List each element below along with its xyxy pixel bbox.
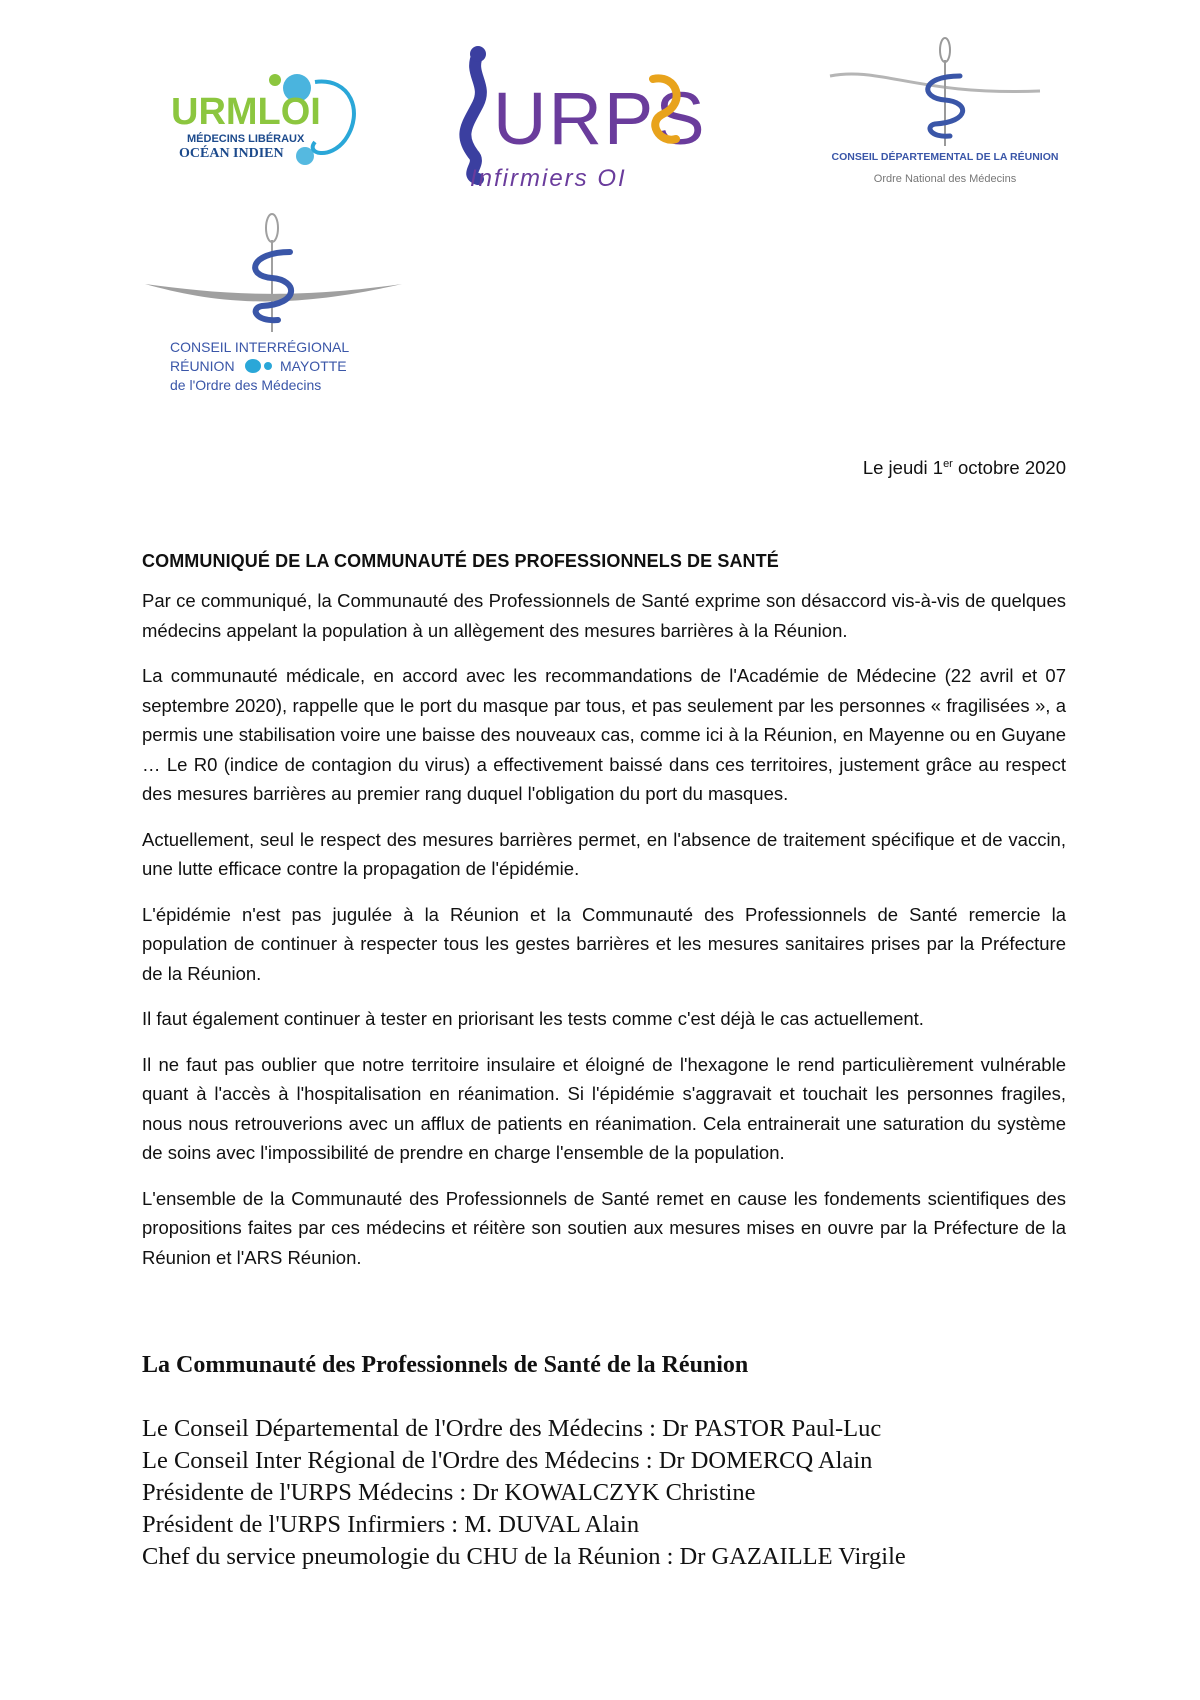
conseil-interregional-line1: CONSEIL INTERRÉGIONAL bbox=[170, 339, 350, 355]
conseil-departemental-logo bbox=[820, 36, 1070, 196]
reunion-island-icon bbox=[245, 359, 261, 373]
paragraph: Il ne faut pas oublier que notre territoire insulaire et éloigné de l'hexagone le rend particulièrement vulnérable quant à l'accès à l'hospitalisation en réanimation. Si l'épidémie s'aggravait et touchait les personnes fragiles, nous nous retrouverions avec un afflux de patients en réanimation. Cela entrainerait une saturation du système de soins avec l'impossibilité de prendre en charge l'ensemble de la population. bbox=[142, 1053, 1066, 1163]
conseil-interregional-line3: de l'Ordre des Médecins bbox=[170, 377, 322, 393]
signatory-line: Président de l'URPS Infirmiers : M. DUVAL Alain bbox=[142, 1511, 640, 1538]
mayotte-island-icon bbox=[264, 362, 272, 370]
signature-title: La Communauté des Professionnels de Santé de la Réunion bbox=[142, 1352, 749, 1378]
signatory-line: Le Conseil Inter Régional de l'Ordre des Médecins : Dr DOMERCQ Alain bbox=[142, 1447, 873, 1474]
urml-logo-line1: MÉDECINS LIBÉRAUX bbox=[187, 133, 305, 145]
paragraph: La communauté médicale, en accord avec les recommandations de l'Académie de Médecine (22 avril et 07 septembre 2020), rappelle que le port du masque par tous, et pas seulement par les personnes « fragilisées », a permis une stabilisation voire une baisse des nouveaux cas, comme ici à la Réunion, en Mayenne ou en Guyane … Le R0 (indice de contagion du virus) a effectivement baissé dans ces territoires, justement grâce au respect des mesures barrières au premier rang duquel l'obligation du port du masques. bbox=[142, 665, 1066, 804]
date-suffix: octobre 2020 bbox=[952, 457, 1066, 478]
urml-logo-line2: OCÉAN INDIEN bbox=[179, 146, 284, 161]
signatories-list bbox=[142, 1413, 906, 1573]
signatory-line: Chef du service pneumologie du CHU de la Réunion : Dr GAZAILLE Virgile bbox=[142, 1543, 906, 1570]
conseil-interregional-mayotte: MAYOTTE bbox=[280, 358, 347, 374]
date-superscript: er bbox=[943, 457, 953, 470]
paragraph: Il faut également continuer à tester en priorisant les tests comme c'est déjà le cas actuellement. bbox=[142, 1008, 924, 1029]
signatory-line: Présidente de l'URPS Médecins : Dr KOWALCZYK Christine bbox=[142, 1479, 756, 1506]
communique-body bbox=[142, 551, 1066, 1288]
conseil-departemental-line1: CONSEIL DÉPARTEMENTAL DE LA RÉUNION bbox=[831, 151, 1059, 163]
urps-logo-subtitle: Infirmiers OI bbox=[470, 165, 627, 192]
urml-logo-text: URMLOI bbox=[171, 91, 321, 133]
communique-heading: COMMUNIQUÉ DE LA COMMUNAUTÉ DES PROFESSIONNELS DE SANTÉ bbox=[142, 551, 779, 571]
conseil-interregional-logo bbox=[140, 212, 410, 402]
date-prefix: Le jeudi 1 bbox=[862, 457, 944, 478]
urps-logo-text: URPS bbox=[493, 77, 707, 160]
document-date bbox=[700, 457, 1066, 479]
paragraph: Par ce communiqué, la Communauté des Professionnels de Santé exprime son désaccord vis-à-vis de quelques médecins appelant la population à un allègement des mesures barrières à la Réunion. bbox=[142, 590, 1066, 641]
paragraph: L'ensemble de la Communauté des Professionnels de Santé remet en cause les fondements scientifiques des propositions faites par ces médecins et réitère son soutien aux mesures mises en ouvre par la Préfecture de la Réunion et l'ARS Réunion. bbox=[142, 1187, 1066, 1268]
signatory-line: Le Conseil Départemental de l'Ordre des Médecins : Dr PASTOR Paul-Luc bbox=[142, 1415, 882, 1442]
urml-oi-logo bbox=[165, 62, 365, 182]
paragraph: L'épidémie n'est pas jugulée à la Réunion et la Communauté des Professionnels de Santé remercie la population de continuer à respecter tous les gestes barrières et les mesures sanitaires prises par la Préfecture de la Réunion. bbox=[142, 903, 1066, 984]
urps-infirmiers-logo bbox=[448, 44, 708, 204]
paragraph: Actuellement, seul le respect des mesures barrières permet, en l'absence de traitement spécifique et de vaccin, une lutte efficace contre la propagation de l'épidémie. bbox=[142, 828, 1066, 879]
conseil-interregional-reunion: RÉUNION bbox=[170, 358, 235, 374]
conseil-departemental-line2: Ordre National des Médecins bbox=[873, 173, 1017, 185]
